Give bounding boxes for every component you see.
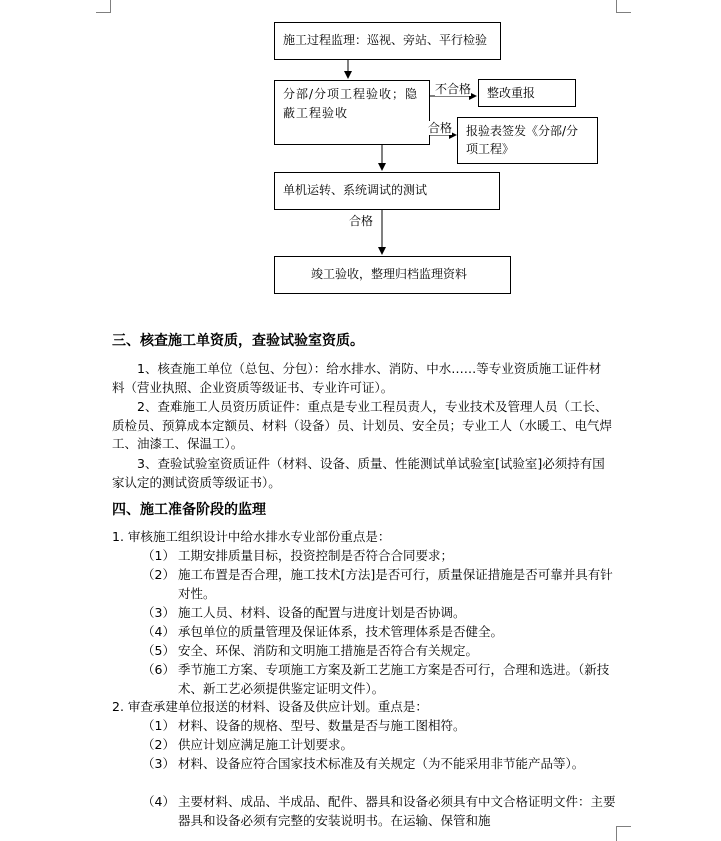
- section-4-heading: 四、施工准备阶段的监理: [112, 502, 266, 518]
- page-corner-mark: [616, 826, 631, 841]
- flow-box-rectify: 整改重报: [478, 79, 576, 107]
- sub-item-number: （3）: [142, 756, 175, 771]
- flowchart: [0, 0, 721, 300]
- flow-label-fail: 不合格: [435, 82, 472, 96]
- flow-box-commissioning: 单机运转、系统调试的测试: [274, 172, 500, 210]
- sub-item-number: （2）: [142, 567, 175, 582]
- sub-item-text: 安全、环保、消防和文明施工措施是否符合有关规定。: [178, 643, 479, 658]
- sub-item-text: 施工布置是否合理，施工技术[方法]是否可行，质量保证措施是否可靠并具有针对性。: [178, 567, 613, 601]
- flow-label-pass: 合格: [428, 121, 453, 135]
- sub-item-text: 季节施工方案、专项施工方案及新工艺施工方案是否可行，合理和选进。（新技术、新工艺必须提供鉴定证明文件）。: [178, 662, 610, 696]
- sub-item-number: （2）: [142, 737, 175, 752]
- section-4-item-2-title: 2. 审查承建单位报送的材料、设备及供应计划。重点是：: [112, 699, 428, 714]
- sub-item-text: 施工人员、材料、设备的配置与进度计划是否协调。: [178, 605, 466, 620]
- sub-item-number: （4）: [142, 794, 175, 809]
- sub-item-number: （6）: [142, 662, 175, 677]
- sub-item-number: （1）: [142, 718, 175, 733]
- section-4-item-1-title: 1. 审核施工组织设计中给水排水专业部份重点是：: [112, 529, 391, 544]
- section-3-para-3: 3、查验试验室资质证件（材料、设备、质量、性能测试单试验室[试验室]必须持有国家认定的测试资质等级证书）。: [112, 456, 605, 490]
- sub-item-number: （3）: [142, 605, 175, 620]
- sub-item-text: 工期安排质量目标，投资控制是否符合合同要求；: [178, 548, 454, 563]
- sub-item-text: 承包单位的质量管理及保证体系，技术管理体系是否健全。: [178, 624, 504, 639]
- flow-box-sign-report: 报验表签发《分部/分项工程》: [457, 117, 598, 164]
- sub-item-text: 材料、设备应符合国家技术标准及有关规定（为不能采用非节能产品等）。: [178, 756, 585, 771]
- flow-box-process-supervision: 施工过程监理：巡视、旁站、平行检验: [274, 22, 501, 60]
- sub-item-number: （4）: [142, 624, 175, 639]
- flow-box-completion: 竣工验收，整理归档监理资料: [274, 256, 511, 294]
- flow-box-acceptance: 分部/分项工程验收；隐蔽工程验收: [274, 80, 430, 145]
- section-3-heading: 三、核查施工单资质，查验试验室资质。: [112, 333, 364, 349]
- sub-item-number: （5）: [142, 643, 175, 658]
- section-3-para-1: 1、核查施工单位（总包、分包）：给水排水、消防、中水……等专业资质施工证件材料（营业执照、企业资质等级证书、专业许可证）。: [112, 361, 602, 395]
- sub-item-text: 供应计划应满足施工计划要求。: [178, 737, 354, 752]
- flow-label-pass-2: 合格: [349, 214, 374, 228]
- section-3-para-2: 2、查难施工人员资历质证件：重点是专业工程员责人，专业技术及管理人员（工长、质检员、预算成本定额员、材料（设备）员、计划员、安全员；专业工人（水暖工、电气焊工、油漆工、保温工）。: [112, 399, 613, 451]
- sub-item-text: 主要材料、成品、半成品、配件、器具和设备必须具有中文合格证明文件：主要器具和设备必须有完整的安装说明书。在运输、保管和施: [178, 794, 616, 828]
- sub-item-text: 材料、设备的规格、型号、数量是否与施工图相符。: [178, 718, 466, 733]
- sub-item-number: （1）: [142, 548, 175, 563]
